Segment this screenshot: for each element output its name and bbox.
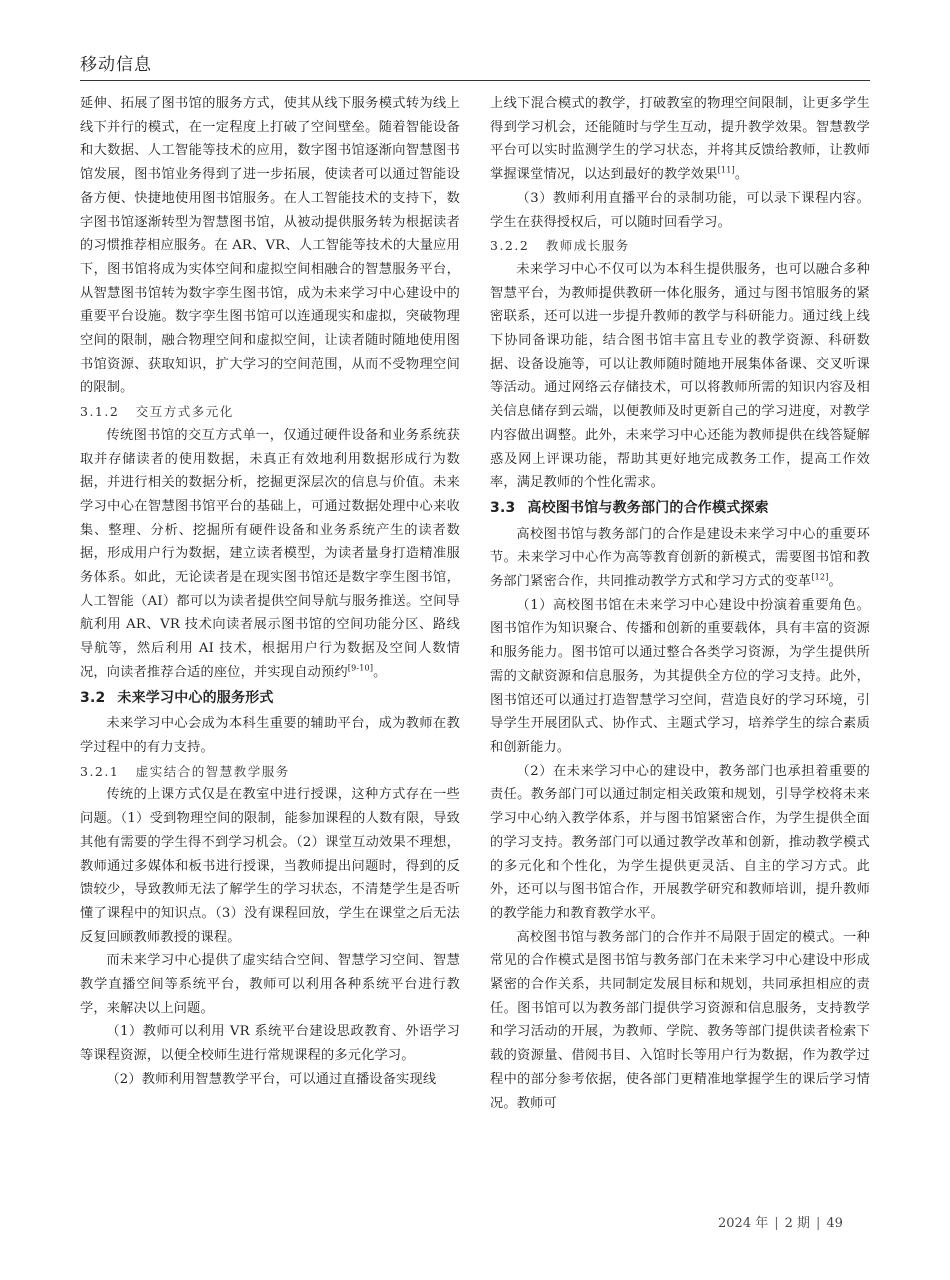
paragraph: （1）高校图书馆在未来学习中心建设中扮演着重要角色。图书馆作为知识聚合、传播和创新的重要载体，具有丰富的资源和服务能力。图书馆可以通过整合各类学习资源，为学生提供所需的文献资源和信息服务，为其提供全方位的学习支持。此外，图书馆还可以通过打造智慧学习空间，营造良好的学习环境，引导学生开展团队式、协作式、主题式学习，培养学生的综合素质和创新能力。 xyxy=(490,597,870,755)
section-title: 未来学习中心的服务形式 xyxy=(117,689,274,706)
subsection-heading-3-2-2 xyxy=(490,234,870,258)
running-header: 移动信息 xyxy=(80,55,152,75)
subsection-heading-3-2-1 xyxy=(80,760,460,784)
paragraph-end: 。 xyxy=(373,664,387,680)
right-column xyxy=(490,92,870,1115)
footer-year: 2024 年 xyxy=(718,1216,769,1231)
citation: [9-10] xyxy=(347,663,374,673)
paragraph: 未来学习中心会成为本科生重要的辅助平台，成为教师在教学过程中的有力支持。 xyxy=(80,716,460,755)
paragraph xyxy=(490,92,870,187)
paragraph: （3）教师利用直播平台的录制功能，可以录下课程内容。学生在获得授权后，可以随时回看学习。 xyxy=(490,190,870,230)
section-heading-3-3 xyxy=(490,497,870,521)
paragraph: 高校图书馆与教务部门的合作并不局限于固定的模式。一种常见的合作模式是图书馆与教务部门在未来学习中心建设中形成紧密的合作关系，共同制定发展目标和规划，共同承担相应的责任。图书馆可以为教务部门提供学习资源和信息服务，支持教学和学习活动的开展，为教师、学院、教务等部门提供读者检索下载的资源量、借阅书目、入馆时长等用户行为数据，作为教学过程中的部分参考依据，使各部门更精准地掌握学生的课后学习情况。教师可 xyxy=(490,929,870,1111)
citation: [12] xyxy=(811,572,829,582)
paragraph: （2）在未来学习中心的建设中，教务部门也承担着重要的责任。教务部门可以通过制定相关政策和规划，引导学校将未来学习中心纳入教学体系，并与图书馆紧密合作，为学生提供全面的学习支持。教务部门可以通过教学改革和创新，推动教学模式的多元化和个性化，为学生提供更灵活、自主的学习方式。此外，还可以与图书馆合作，开展教学研究和教师培训，提升教师的教学能力和教育教学水平。 xyxy=(490,763,870,921)
page-footer: 2024 年 | 2 期 | 49 xyxy=(718,1216,843,1231)
subsection-number: 3.2.2 xyxy=(490,238,530,254)
paragraph: 而未来学习中心提供了虚实结合空间、智慧学习空间、智慧教学直播空间等系统平台，教师可以利用各种系统平台进行教学，来解决以上问题。 xyxy=(80,953,460,1016)
subsection-title: 交互方式多元化 xyxy=(135,404,234,420)
paragraph-end: 。 xyxy=(734,167,749,183)
subsection-title: 教师成长服务 xyxy=(545,238,630,254)
paragraph: 未来学习中心不仅可以为本科生提供服务，也可以融合多种智慧平台，为教师提供教研一体化服务，通过与图书馆服务的紧密联系，还可以进一步提升教师的教学与科研能力。通过线上线下协同备课功能，结合图书馆丰富且专业的教学资源、科研数据、设备设施等，可以让教师随时随地开展集体备课、交叉听课等活动。通过网络云存储技术，可以将教师所需的知识内容及相关信息储存到云端，以便教师及时更新自己的学习进度，对教学内容做出调整。此外，未来学习中心还能为教师提供在线答疑解惑及网上评课功能，帮助其更好地完成教务工作，提高工作效率，满足教师的个性化需求。 xyxy=(490,261,870,491)
subsection-heading-3-1-2 xyxy=(80,400,460,424)
subsection-number: 3.1.2 xyxy=(80,404,120,420)
paragraph: 传统的上课方式仅是在教室中进行授课，这种方式存在一些问题。（1）受到物理空间的限制，能参加课程的人数有限，导致其他有需要的学生得不到学习机会。（2）课堂互动效果不理想，教师通过多媒体和板书进行授课，当教师提出问题时，得到的反馈较少，导致教师无法了解学生的学习状态，不清楚学生是否听懂了课程中的知识点。（3）没有课程回放，学生在课堂之后无法反复回顾教师教授的课程。 xyxy=(80,787,460,945)
paragraph xyxy=(80,424,460,685)
section-title: 高校图书馆与教务部门的合作模式探索 xyxy=(527,499,769,516)
paragraph-text: 高校图书馆与教务部门的合作是建设未来学习中心的重要环节。未来学习中心作为高等教育创新的新模式，需要图书馆和教务部门紧密合作，共同推动教学方式和学习方式的变革 xyxy=(490,526,870,590)
subsection-number: 3.2.1 xyxy=(80,763,120,779)
paragraph: （2）教师利用智慧教学平台，可以通过直播设备实现线 xyxy=(106,1071,437,1087)
header-divider xyxy=(80,80,870,81)
paragraph-text: 上线下混合模式的教学，打破教室的物理空间限制，让更多学生得到学习机会，还能随时与学生互动，提升教学效果。智慧教学平台可以实时监测学生的学习状态，并将其反馈给教师，让教师掌握课堂情况，以达到最好的教学效果 xyxy=(490,96,870,183)
section-number: 3.2 xyxy=(80,689,106,706)
paragraph-end: 。 xyxy=(828,574,842,590)
paragraph-text: 传统图书馆的交互方式单一，仅通过硬件设备和业务系统获取并存储读者的使用数据，未真正有效地利用数据形成行为数据，并进行相关的数据分析，挖掘更深层次的信息与价值。未来学习中心在智慧图书馆平台的基础上，可通过数据处理中心来收集、整理、分析、挖掘所有硬件设备和业务系统产生的读者数据，形成用户行为数据，建立读者模型，为读者量身打造精准服务体系。如此，无论读者是在现实图书馆还是数字孪生图书馆，人工智能（AI）都可以为读者提供空间导航与服务推送。空间导航利用 AR、VR 技术向读者展示图书馆的空间功能分区、路线导航等，然后利用 AI 技术，根据用户行为数据及空间人数情况，向读者推荐合适的座位，并实现自动预约 xyxy=(80,427,460,680)
left-column xyxy=(80,92,460,1092)
paragraph xyxy=(490,523,870,594)
citation: [11] xyxy=(717,165,735,175)
paragraph: 延伸、拓展了图书馆的服务方式，使其从线下服务模式转为线上线下并行的模式，在一定程度上打破了空间壁垒。随着智能设备和大数据、人工智能等技术的应用，数字图书馆逐渐向智慧图书馆发展，图书馆业务得到了进一步拓展，使读者可以通过智能设备方便、快捷地使用图书馆服务。在人工智能技术的支持下，数字图书馆逐渐转型为智慧图书馆，从被动提供服务转为根据读者的习惯推荐相应服务。在 AR、VR、人工智能等技术的大量应用下，图书馆将成为实体空间和虚拟空间相融合的智慧服务平台，从智慧图书馆转为数字孪生图书馆，成为未来学习中心建设中的重要平台设施。数字孪生图书馆可以连通现实和虚拟，突破物理空间的限制，融合物理空间和虚拟空间，让读者随时随地使用图书馆资源、获取知识，扩大学习的空间范围，从而不受物理空间的限制。 xyxy=(80,96,460,396)
section-number: 3.3 xyxy=(490,499,516,516)
page-number: 49 xyxy=(826,1216,843,1231)
subsection-title: 虚实结合的智慧教学服务 xyxy=(135,763,290,779)
paragraph: （1）教师可以利用 VR 系统平台建设思政教育、外语学习等课程资源，以便全校师生进行常规课程的多元化学习。 xyxy=(80,1024,460,1064)
footer-issue: 2 期 xyxy=(784,1216,811,1231)
section-heading-3-2 xyxy=(80,687,460,711)
